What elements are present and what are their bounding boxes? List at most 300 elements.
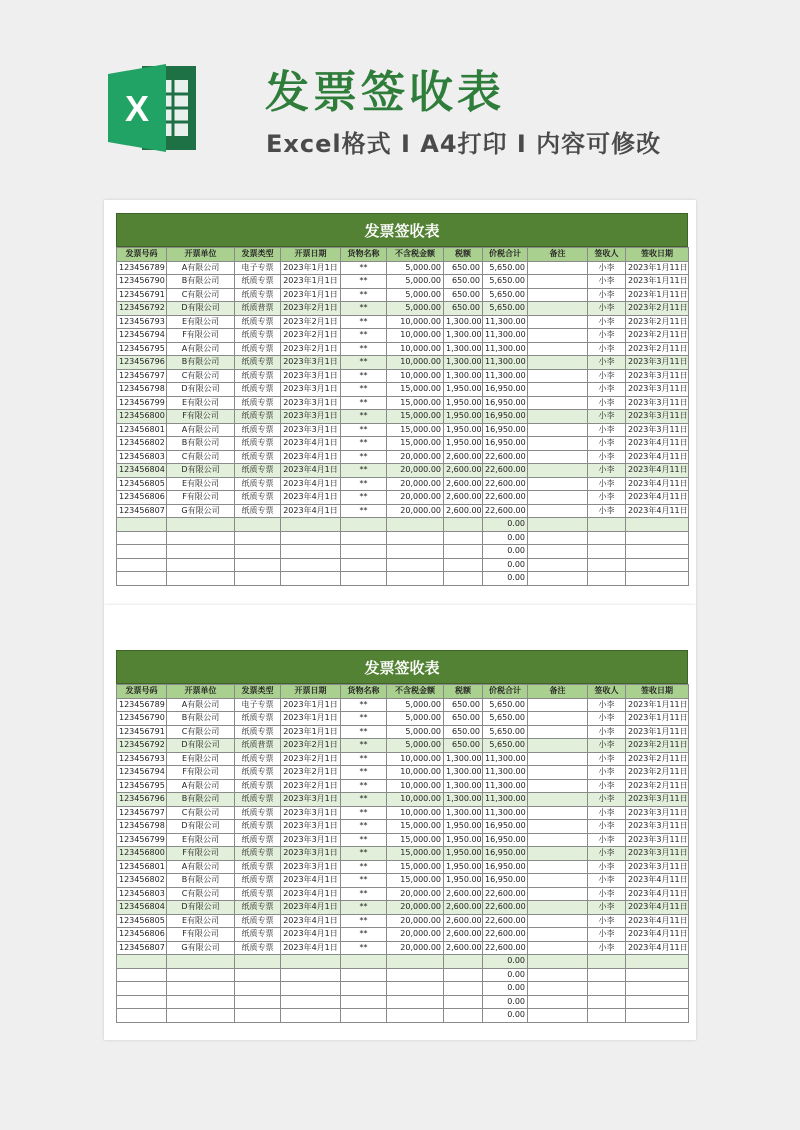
table-cell[interactable] bbox=[626, 955, 689, 969]
table-cell[interactable] bbox=[281, 572, 341, 586]
table-cell[interactable]: C有限公司 bbox=[167, 369, 235, 383]
table-cell[interactable]: 123456799 bbox=[117, 396, 167, 410]
table-cell[interactable]: 2023年3月1日 bbox=[281, 396, 341, 410]
table-cell[interactable]: ** bbox=[341, 806, 387, 820]
table-cell[interactable] bbox=[117, 545, 167, 559]
table-cell[interactable]: 0.00 bbox=[483, 995, 528, 1009]
table-cell[interactable]: 20,000.00 bbox=[387, 450, 444, 464]
table-cell[interactable]: 2,600.00 bbox=[444, 941, 483, 955]
table-cell[interactable]: ** bbox=[341, 698, 387, 712]
table-cell[interactable]: 123456792 bbox=[117, 739, 167, 753]
table-cell[interactable]: E有限公司 bbox=[167, 752, 235, 766]
table-cell[interactable] bbox=[117, 518, 167, 532]
table-cell[interactable]: ** bbox=[341, 820, 387, 834]
table-cell[interactable] bbox=[117, 531, 167, 545]
table-cell[interactable]: F有限公司 bbox=[167, 847, 235, 861]
table-cell[interactable] bbox=[528, 725, 588, 739]
table-cell[interactable]: 123456791 bbox=[117, 725, 167, 739]
table-cell[interactable]: 纸质专票 bbox=[235, 779, 281, 793]
table-cell[interactable]: 2023年1月11日 bbox=[626, 261, 689, 275]
table-cell[interactable]: 2023年3月1日 bbox=[281, 833, 341, 847]
table-cell[interactable]: 0.00 bbox=[483, 545, 528, 559]
table-cell[interactable]: ** bbox=[341, 766, 387, 780]
table-cell[interactable]: 纸质专票 bbox=[235, 275, 281, 289]
table-cell[interactable]: 15,000.00 bbox=[387, 410, 444, 424]
table-cell[interactable] bbox=[444, 545, 483, 559]
table-cell[interactable]: 2023年1月11日 bbox=[626, 725, 689, 739]
table-cell[interactable]: 5,000.00 bbox=[387, 288, 444, 302]
table-cell[interactable] bbox=[281, 1009, 341, 1023]
table-cell[interactable]: 650.00 bbox=[444, 302, 483, 316]
table-cell[interactable]: 10,000.00 bbox=[387, 793, 444, 807]
table-cell[interactable]: ** bbox=[341, 315, 387, 329]
table-cell[interactable]: ** bbox=[341, 752, 387, 766]
table-cell[interactable]: 2023年4月1日 bbox=[281, 874, 341, 888]
table-cell[interactable]: 650.00 bbox=[444, 288, 483, 302]
table-cell[interactable]: 22,600.00 bbox=[483, 887, 528, 901]
table-cell[interactable] bbox=[528, 572, 588, 586]
table-cell[interactable]: 小李 bbox=[588, 712, 626, 726]
table-cell[interactable]: 小李 bbox=[588, 874, 626, 888]
table-cell[interactable]: 2023年3月1日 bbox=[281, 383, 341, 397]
table-cell[interactable]: 10,000.00 bbox=[387, 356, 444, 370]
table-cell[interactable] bbox=[528, 531, 588, 545]
table-cell[interactable]: 15,000.00 bbox=[387, 437, 444, 451]
table-cell[interactable]: 123456789 bbox=[117, 698, 167, 712]
table-cell[interactable]: 11,300.00 bbox=[483, 806, 528, 820]
table-cell[interactable]: 5,650.00 bbox=[483, 261, 528, 275]
table-cell[interactable]: 2,600.00 bbox=[444, 901, 483, 915]
table-cell[interactable]: 2023年2月1日 bbox=[281, 752, 341, 766]
table-cell[interactable]: 2023年2月1日 bbox=[281, 739, 341, 753]
table-cell[interactable]: 5,000.00 bbox=[387, 261, 444, 275]
table-cell[interactable]: 16,950.00 bbox=[483, 833, 528, 847]
table-cell[interactable]: 2023年3月11日 bbox=[626, 396, 689, 410]
table-cell[interactable]: 5,000.00 bbox=[387, 725, 444, 739]
table-cell[interactable]: 15,000.00 bbox=[387, 396, 444, 410]
table-cell[interactable]: 10,000.00 bbox=[387, 342, 444, 356]
table-cell[interactable]: 11,300.00 bbox=[483, 752, 528, 766]
table-cell[interactable]: 1,950.00 bbox=[444, 874, 483, 888]
table-cell[interactable]: 5,650.00 bbox=[483, 698, 528, 712]
table-cell[interactable]: 纸质专票 bbox=[235, 793, 281, 807]
table-cell[interactable]: ** bbox=[341, 874, 387, 888]
table-cell[interactable]: 2023年3月11日 bbox=[626, 847, 689, 861]
table-cell[interactable]: 15,000.00 bbox=[387, 874, 444, 888]
table-cell[interactable]: 小李 bbox=[588, 369, 626, 383]
table-cell[interactable] bbox=[444, 572, 483, 586]
table-cell[interactable]: 纸质专票 bbox=[235, 928, 281, 942]
table-cell[interactable]: 2,600.00 bbox=[444, 491, 483, 505]
table-cell[interactable] bbox=[117, 558, 167, 572]
table-cell[interactable]: F有限公司 bbox=[167, 410, 235, 424]
table-cell[interactable]: 纸质普票 bbox=[235, 302, 281, 316]
table-cell[interactable]: D有限公司 bbox=[167, 302, 235, 316]
table-cell[interactable] bbox=[528, 793, 588, 807]
table-cell[interactable] bbox=[117, 1009, 167, 1023]
table-cell[interactable] bbox=[626, 558, 689, 572]
table-cell[interactable]: F有限公司 bbox=[167, 766, 235, 780]
table-cell[interactable]: 2023年4月1日 bbox=[281, 928, 341, 942]
table-cell[interactable]: 5,000.00 bbox=[387, 275, 444, 289]
table-cell[interactable]: D有限公司 bbox=[167, 383, 235, 397]
table-cell[interactable]: C有限公司 bbox=[167, 725, 235, 739]
table-cell[interactable] bbox=[281, 968, 341, 982]
table-cell[interactable]: 1,950.00 bbox=[444, 437, 483, 451]
table-cell[interactable] bbox=[387, 531, 444, 545]
table-cell[interactable]: 小李 bbox=[588, 941, 626, 955]
table-cell[interactable]: 123456804 bbox=[117, 901, 167, 915]
table-cell[interactable]: 2023年4月11日 bbox=[626, 928, 689, 942]
table-cell[interactable]: 纸质专票 bbox=[235, 847, 281, 861]
table-cell[interactable] bbox=[588, 968, 626, 982]
table-cell[interactable]: 小李 bbox=[588, 739, 626, 753]
table-cell[interactable]: E有限公司 bbox=[167, 833, 235, 847]
table-cell[interactable] bbox=[528, 275, 588, 289]
table-cell[interactable] bbox=[528, 545, 588, 559]
table-cell[interactable]: B有限公司 bbox=[167, 356, 235, 370]
table-cell[interactable]: 15,000.00 bbox=[387, 383, 444, 397]
table-cell[interactable]: 小李 bbox=[588, 779, 626, 793]
table-cell[interactable]: 2023年2月11日 bbox=[626, 766, 689, 780]
table-cell[interactable]: 2023年3月11日 bbox=[626, 833, 689, 847]
table-cell[interactable]: 123456802 bbox=[117, 437, 167, 451]
table-cell[interactable]: 5,000.00 bbox=[387, 739, 444, 753]
table-cell[interactable]: 5,000.00 bbox=[387, 712, 444, 726]
table-cell[interactable] bbox=[167, 531, 235, 545]
table-cell[interactable] bbox=[387, 995, 444, 1009]
table-cell[interactable] bbox=[387, 982, 444, 996]
table-cell[interactable]: 10,000.00 bbox=[387, 369, 444, 383]
table-cell[interactable]: G有限公司 bbox=[167, 941, 235, 955]
table-cell[interactable] bbox=[528, 356, 588, 370]
table-cell[interactable]: 20,000.00 bbox=[387, 887, 444, 901]
table-cell[interactable]: B有限公司 bbox=[167, 712, 235, 726]
table-cell[interactable]: 2023年4月1日 bbox=[281, 914, 341, 928]
table-cell[interactable]: C有限公司 bbox=[167, 806, 235, 820]
table-cell[interactable]: 15,000.00 bbox=[387, 860, 444, 874]
table-cell[interactable]: 2023年1月1日 bbox=[281, 275, 341, 289]
table-cell[interactable]: 2023年4月11日 bbox=[626, 901, 689, 915]
table-cell[interactable]: E有限公司 bbox=[167, 914, 235, 928]
table-cell[interactable]: 2,600.00 bbox=[444, 477, 483, 491]
table-cell[interactable]: D有限公司 bbox=[167, 464, 235, 478]
table-cell[interactable]: 2023年1月1日 bbox=[281, 712, 341, 726]
table-cell[interactable]: 小李 bbox=[588, 914, 626, 928]
table-cell[interactable] bbox=[528, 887, 588, 901]
table-cell[interactable]: 20,000.00 bbox=[387, 901, 444, 915]
table-cell[interactable] bbox=[626, 531, 689, 545]
table-cell[interactable]: D有限公司 bbox=[167, 901, 235, 915]
table-cell[interactable]: 5,000.00 bbox=[387, 698, 444, 712]
table-cell[interactable]: 11,300.00 bbox=[483, 329, 528, 343]
table-cell[interactable]: 纸质专票 bbox=[235, 874, 281, 888]
table-cell[interactable]: 20,000.00 bbox=[387, 504, 444, 518]
table-cell[interactable]: 2023年1月11日 bbox=[626, 712, 689, 726]
table-cell[interactable]: 5,650.00 bbox=[483, 712, 528, 726]
table-cell[interactable]: A有限公司 bbox=[167, 423, 235, 437]
table-cell[interactable]: 0.00 bbox=[483, 572, 528, 586]
table-cell[interactable]: 0.00 bbox=[483, 968, 528, 982]
table-cell[interactable]: ** bbox=[341, 833, 387, 847]
table-cell[interactable] bbox=[528, 450, 588, 464]
table-cell[interactable]: 123456796 bbox=[117, 356, 167, 370]
table-cell[interactable]: 123456803 bbox=[117, 450, 167, 464]
table-cell[interactable]: 16,950.00 bbox=[483, 860, 528, 874]
table-cell[interactable]: 小李 bbox=[588, 698, 626, 712]
table-cell[interactable]: 纸质专票 bbox=[235, 329, 281, 343]
table-cell[interactable]: 15,000.00 bbox=[387, 847, 444, 861]
table-cell[interactable]: 2023年4月1日 bbox=[281, 887, 341, 901]
table-cell[interactable] bbox=[387, 558, 444, 572]
table-cell[interactable]: 123456796 bbox=[117, 793, 167, 807]
table-cell[interactable] bbox=[588, 558, 626, 572]
table-cell[interactable] bbox=[528, 847, 588, 861]
table-cell[interactable]: ** bbox=[341, 928, 387, 942]
table-cell[interactable] bbox=[528, 261, 588, 275]
table-cell[interactable]: 1,300.00 bbox=[444, 752, 483, 766]
table-cell[interactable]: 1,950.00 bbox=[444, 833, 483, 847]
table-cell[interactable]: 2,600.00 bbox=[444, 928, 483, 942]
table-cell[interactable]: ** bbox=[341, 396, 387, 410]
table-cell[interactable]: 小李 bbox=[588, 860, 626, 874]
table-cell[interactable]: 2023年2月11日 bbox=[626, 342, 689, 356]
table-cell[interactable]: ** bbox=[341, 329, 387, 343]
table-cell[interactable]: 1,300.00 bbox=[444, 779, 483, 793]
table-cell[interactable]: 小李 bbox=[588, 766, 626, 780]
table-cell[interactable]: 2023年2月1日 bbox=[281, 342, 341, 356]
table-cell[interactable]: 小李 bbox=[588, 833, 626, 847]
table-cell[interactable]: 纸质普票 bbox=[235, 739, 281, 753]
table-cell[interactable]: ** bbox=[341, 464, 387, 478]
table-cell[interactable] bbox=[387, 518, 444, 532]
table-cell[interactable]: 20,000.00 bbox=[387, 491, 444, 505]
table-cell[interactable]: 10,000.00 bbox=[387, 806, 444, 820]
table-cell[interactable] bbox=[528, 982, 588, 996]
table-cell[interactable]: 123456797 bbox=[117, 369, 167, 383]
table-cell[interactable]: 纸质专票 bbox=[235, 383, 281, 397]
table-cell[interactable]: 1,300.00 bbox=[444, 315, 483, 329]
table-cell[interactable] bbox=[528, 342, 588, 356]
table-cell[interactable]: D有限公司 bbox=[167, 739, 235, 753]
table-cell[interactable]: 纸质专票 bbox=[235, 491, 281, 505]
table-cell[interactable]: 2,600.00 bbox=[444, 504, 483, 518]
table-cell[interactable]: 5,650.00 bbox=[483, 739, 528, 753]
table-cell[interactable]: 123456794 bbox=[117, 329, 167, 343]
table-cell[interactable]: 纸质专票 bbox=[235, 914, 281, 928]
table-cell[interactable] bbox=[341, 518, 387, 532]
table-cell[interactable]: 123456805 bbox=[117, 914, 167, 928]
table-cell[interactable]: 2023年3月1日 bbox=[281, 423, 341, 437]
table-cell[interactable]: 123456801 bbox=[117, 423, 167, 437]
table-cell[interactable]: 10,000.00 bbox=[387, 315, 444, 329]
table-cell[interactable]: ** bbox=[341, 423, 387, 437]
table-cell[interactable]: 2023年4月1日 bbox=[281, 437, 341, 451]
table-cell[interactable]: 2023年3月11日 bbox=[626, 410, 689, 424]
table-cell[interactable] bbox=[387, 1009, 444, 1023]
table-cell[interactable]: 纸质专票 bbox=[235, 806, 281, 820]
table-cell[interactable] bbox=[528, 833, 588, 847]
table-cell[interactable]: 纸质专票 bbox=[235, 887, 281, 901]
table-cell[interactable]: 小李 bbox=[588, 437, 626, 451]
table-cell[interactable]: 小李 bbox=[588, 806, 626, 820]
table-cell[interactable] bbox=[341, 968, 387, 982]
table-cell[interactable]: 1,300.00 bbox=[444, 342, 483, 356]
table-cell[interactable]: 2023年1月1日 bbox=[281, 288, 341, 302]
table-cell[interactable]: A有限公司 bbox=[167, 261, 235, 275]
table-cell[interactable]: 小李 bbox=[588, 725, 626, 739]
table-cell[interactable]: 5,650.00 bbox=[483, 302, 528, 316]
table-cell[interactable] bbox=[341, 955, 387, 969]
table-cell[interactable]: 2023年2月1日 bbox=[281, 315, 341, 329]
table-cell[interactable]: 2023年3月1日 bbox=[281, 369, 341, 383]
table-cell[interactable]: 2023年4月1日 bbox=[281, 941, 341, 955]
table-cell[interactable]: B有限公司 bbox=[167, 793, 235, 807]
table-cell[interactable]: 小李 bbox=[588, 275, 626, 289]
table-cell[interactable]: 1,950.00 bbox=[444, 423, 483, 437]
table-cell[interactable] bbox=[444, 982, 483, 996]
table-cell[interactable]: 650.00 bbox=[444, 698, 483, 712]
table-cell[interactable] bbox=[341, 572, 387, 586]
table-cell[interactable] bbox=[341, 1009, 387, 1023]
table-cell[interactable] bbox=[281, 531, 341, 545]
table-cell[interactable]: 2023年4月11日 bbox=[626, 504, 689, 518]
table-cell[interactable]: 纸质专票 bbox=[235, 504, 281, 518]
table-cell[interactable]: 123456798 bbox=[117, 820, 167, 834]
table-cell[interactable]: 16,950.00 bbox=[483, 383, 528, 397]
table-cell[interactable]: ** bbox=[341, 369, 387, 383]
table-cell[interactable] bbox=[387, 955, 444, 969]
table-cell[interactable]: 纸质专票 bbox=[235, 820, 281, 834]
table-cell[interactable]: 小李 bbox=[588, 901, 626, 915]
table-cell[interactable]: 纸质专票 bbox=[235, 901, 281, 915]
table-cell[interactable]: 纸质专票 bbox=[235, 712, 281, 726]
table-cell[interactable]: 2023年3月1日 bbox=[281, 806, 341, 820]
table-cell[interactable] bbox=[528, 955, 588, 969]
table-cell[interactable]: 纸质专票 bbox=[235, 752, 281, 766]
table-cell[interactable]: ** bbox=[341, 491, 387, 505]
table-cell[interactable]: ** bbox=[341, 887, 387, 901]
table-cell[interactable] bbox=[626, 572, 689, 586]
table-cell[interactable]: ** bbox=[341, 275, 387, 289]
table-cell[interactable]: 纸质专票 bbox=[235, 833, 281, 847]
table-cell[interactable]: 22,600.00 bbox=[483, 914, 528, 928]
table-cell[interactable]: A有限公司 bbox=[167, 779, 235, 793]
table-cell[interactable] bbox=[281, 558, 341, 572]
table-cell[interactable]: 15,000.00 bbox=[387, 820, 444, 834]
table-cell[interactable] bbox=[528, 504, 588, 518]
table-cell[interactable]: 纸质专票 bbox=[235, 410, 281, 424]
table-cell[interactable]: 22,600.00 bbox=[483, 901, 528, 915]
table-cell[interactable] bbox=[626, 1009, 689, 1023]
table-cell[interactable] bbox=[167, 572, 235, 586]
table-cell[interactable] bbox=[117, 995, 167, 1009]
table-cell[interactable]: ** bbox=[341, 410, 387, 424]
table-cell[interactable] bbox=[235, 995, 281, 1009]
table-cell[interactable]: 2023年3月1日 bbox=[281, 860, 341, 874]
table-cell[interactable] bbox=[235, 1009, 281, 1023]
table-cell[interactable]: 0.00 bbox=[483, 955, 528, 969]
table-cell[interactable]: 小李 bbox=[588, 491, 626, 505]
table-cell[interactable] bbox=[528, 712, 588, 726]
table-cell[interactable] bbox=[528, 766, 588, 780]
table-cell[interactable]: 2023年4月11日 bbox=[626, 887, 689, 901]
table-cell[interactable]: 2023年3月1日 bbox=[281, 410, 341, 424]
table-cell[interactable] bbox=[588, 982, 626, 996]
table-cell[interactable]: 2023年3月11日 bbox=[626, 383, 689, 397]
table-cell[interactable]: 2023年1月1日 bbox=[281, 698, 341, 712]
table-cell[interactable] bbox=[444, 558, 483, 572]
table-cell[interactable] bbox=[588, 572, 626, 586]
table-cell[interactable]: 2023年4月11日 bbox=[626, 491, 689, 505]
table-cell[interactable]: 2023年4月11日 bbox=[626, 941, 689, 955]
table-cell[interactable]: 纸质专票 bbox=[235, 342, 281, 356]
table-cell[interactable]: 10,000.00 bbox=[387, 779, 444, 793]
table-cell[interactable] bbox=[528, 928, 588, 942]
table-cell[interactable]: 2023年3月11日 bbox=[626, 793, 689, 807]
table-cell[interactable]: 1,950.00 bbox=[444, 860, 483, 874]
table-cell[interactable] bbox=[528, 477, 588, 491]
table-cell[interactable]: 650.00 bbox=[444, 739, 483, 753]
table-cell[interactable] bbox=[444, 1009, 483, 1023]
table-cell[interactable]: 11,300.00 bbox=[483, 315, 528, 329]
table-cell[interactable]: 小李 bbox=[588, 261, 626, 275]
table-cell[interactable]: 2023年3月1日 bbox=[281, 847, 341, 861]
table-cell[interactable]: 1,300.00 bbox=[444, 329, 483, 343]
table-cell[interactable]: 123456800 bbox=[117, 847, 167, 861]
table-cell[interactable]: 2023年1月11日 bbox=[626, 288, 689, 302]
table-cell[interactable]: A有限公司 bbox=[167, 698, 235, 712]
table-cell[interactable]: F有限公司 bbox=[167, 491, 235, 505]
table-cell[interactable]: 2023年3月1日 bbox=[281, 356, 341, 370]
table-cell[interactable]: 123456807 bbox=[117, 504, 167, 518]
table-cell[interactable] bbox=[588, 531, 626, 545]
table-cell[interactable]: 2023年1月11日 bbox=[626, 698, 689, 712]
table-cell[interactable] bbox=[528, 437, 588, 451]
table-cell[interactable]: 123456790 bbox=[117, 275, 167, 289]
table-cell[interactable]: 123456795 bbox=[117, 779, 167, 793]
table-cell[interactable]: 纸质专票 bbox=[235, 941, 281, 955]
table-cell[interactable]: 20,000.00 bbox=[387, 914, 444, 928]
table-cell[interactable]: 11,300.00 bbox=[483, 793, 528, 807]
table-cell[interactable]: 20,000.00 bbox=[387, 928, 444, 942]
table-cell[interactable]: 小李 bbox=[588, 928, 626, 942]
table-cell[interactable]: 2023年2月1日 bbox=[281, 329, 341, 343]
table-cell[interactable] bbox=[235, 518, 281, 532]
table-cell[interactable]: 2023年2月11日 bbox=[626, 779, 689, 793]
table-cell[interactable] bbox=[528, 423, 588, 437]
table-cell[interactable]: 20,000.00 bbox=[387, 464, 444, 478]
table-cell[interactable]: 2,600.00 bbox=[444, 450, 483, 464]
table-cell[interactable] bbox=[528, 860, 588, 874]
table-cell[interactable]: 123456793 bbox=[117, 315, 167, 329]
table-cell[interactable] bbox=[167, 518, 235, 532]
table-cell[interactable]: 1,950.00 bbox=[444, 396, 483, 410]
table-cell[interactable]: 5,650.00 bbox=[483, 288, 528, 302]
table-cell[interactable]: G有限公司 bbox=[167, 504, 235, 518]
table-cell[interactable]: 电子专票 bbox=[235, 261, 281, 275]
table-cell[interactable]: 纸质专票 bbox=[235, 477, 281, 491]
table-cell[interactable]: D有限公司 bbox=[167, 820, 235, 834]
table-cell[interactable]: 123456794 bbox=[117, 766, 167, 780]
table-cell[interactable]: 16,950.00 bbox=[483, 410, 528, 424]
table-cell[interactable]: 10,000.00 bbox=[387, 752, 444, 766]
table-cell[interactable]: 2023年4月1日 bbox=[281, 450, 341, 464]
table-cell[interactable] bbox=[444, 995, 483, 1009]
table-cell[interactable]: 22,600.00 bbox=[483, 450, 528, 464]
table-cell[interactable] bbox=[528, 968, 588, 982]
table-cell[interactable] bbox=[528, 914, 588, 928]
